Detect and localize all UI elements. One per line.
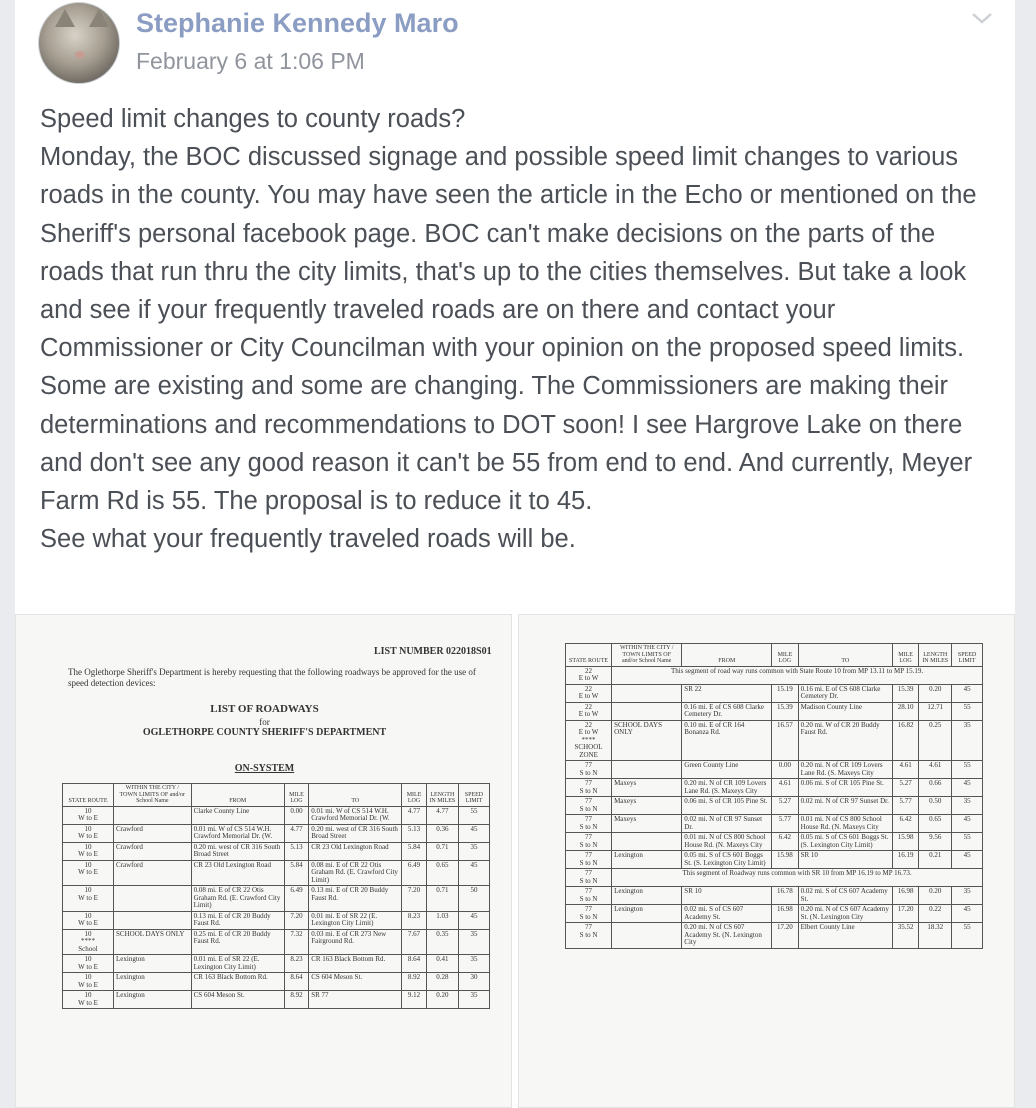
table-cell: 0.01 mi. N of CS 800 School House Rd. (N. Maxeys City xyxy=(798,815,892,833)
table-cell: 0.20 mi. west of CR 316 South Broad Street xyxy=(191,842,284,860)
doc-department: OGLETHORPE COUNTY SHERIFF'S DEPARTMENT xyxy=(142,727,387,738)
table-cell: 6.49 xyxy=(402,860,426,886)
table-row xyxy=(566,720,983,761)
table-cell: 22 E to W xyxy=(566,702,612,720)
table-cell xyxy=(612,833,682,851)
table-cell: 0.01 mi. W of CS 514 W.H. Crawford Memorial Dr. (W. xyxy=(309,806,402,824)
table-row xyxy=(63,806,490,824)
table-cell: 4.77 xyxy=(426,806,458,824)
table-cell: Madison County Line xyxy=(798,702,892,720)
table-cell: 10 W to E xyxy=(63,973,114,991)
table-cell: 0.10 mi. E of CR 164 Bonanza Rd. xyxy=(682,720,772,761)
table-cell: Maxeys xyxy=(612,815,682,833)
table-cell: 7.32 xyxy=(284,929,308,955)
table-row xyxy=(63,973,490,991)
table-cell: 15.98 xyxy=(772,851,798,869)
table-cell: 9.56 xyxy=(919,833,952,851)
table-cell: CS 604 Meson St. xyxy=(191,991,284,1009)
table-cell: 0.00 xyxy=(772,761,798,779)
table-cell: 7.67 xyxy=(402,929,426,955)
table-cell: 0.06 mi. S of CR 105 Pine St. xyxy=(798,779,892,797)
table-row xyxy=(566,905,983,923)
table-cell: 35 xyxy=(458,842,489,860)
table-cell: 15.19 xyxy=(772,684,798,702)
table-cell: 8.92 xyxy=(284,991,308,1009)
table-cell: 0.06 mi. S of CR 105 Pine St. xyxy=(682,797,772,815)
table-cell: Lexington xyxy=(612,905,682,923)
table-cell xyxy=(612,923,682,949)
table-cell: 0.28 xyxy=(426,973,458,991)
author-name[interactable]: Stephanie Kennedy Maro xyxy=(136,8,459,38)
table-cell: 8.64 xyxy=(402,955,426,973)
table-cell: 16.57 xyxy=(772,720,798,761)
table-cell: 55 xyxy=(952,702,983,720)
table-cell: 16.78 xyxy=(772,887,798,905)
table-cell: 0.35 xyxy=(426,929,458,955)
table-cell: CR 163 Black Bottom Rd. xyxy=(191,973,284,991)
post-timestamp[interactable]: February 6 at 1:06 PM xyxy=(136,48,365,74)
table-cell: SCHOOL DAYS ONLY xyxy=(612,720,682,761)
table-cell: 15.98 xyxy=(892,833,918,851)
table-header-cell: LENGTH IN MILES xyxy=(919,644,952,667)
table-cell: 0.20 xyxy=(426,991,458,1009)
table-row xyxy=(63,860,490,886)
table-header-cell: LENGTH IN MILES xyxy=(426,784,458,807)
table-cell: 16.98 xyxy=(892,887,918,905)
table-row xyxy=(63,824,490,842)
table-cell: 50 xyxy=(458,886,489,912)
table-cell: 0.65 xyxy=(919,815,952,833)
table-cell: 55 xyxy=(458,806,489,824)
table-cell: 18.32 xyxy=(919,923,952,949)
table-row xyxy=(566,851,983,869)
table-cell: Clarke County Line xyxy=(191,806,284,824)
roadway-table-right xyxy=(565,643,983,949)
table-cell: 0.25 mi. E of CR 20 Buddy Faust Rd. xyxy=(191,929,284,955)
table-cell: CR 163 Black Bottom Rd. xyxy=(309,955,402,973)
table-cell: 0.20 mi. N of CR 109 Lovers Lane Rd. (S. Maxeys City xyxy=(682,779,772,797)
table-cell: SR 77 xyxy=(309,991,402,1009)
table-cell: Crawford xyxy=(114,842,192,860)
roadway-table-left xyxy=(62,783,490,1009)
table-cell: 0.65 xyxy=(426,860,458,886)
table-cell: 5.84 xyxy=(402,842,426,860)
table-cell: 0.21 xyxy=(919,851,952,869)
table-cell: 0.05 mi. S of CS 601 Boggs St. (S. Lexington City Limit) xyxy=(682,851,772,869)
table-cell: 0.01 mi. E of SR 22 (E. Lexington City Limit) xyxy=(309,911,402,929)
table-cell: 0.20 mi. N of CS 607 Academy St. (N. Lexington City xyxy=(682,923,772,949)
table-header-cell: WITHIN THE CITY / TOWN LIMITS OF and/or School Name xyxy=(114,784,192,807)
table-cell: 45 xyxy=(458,911,489,929)
table-cell: 7.20 xyxy=(284,911,308,929)
table-cell: 10 W to E xyxy=(63,806,114,824)
table-note-cell: This segment of road way runs common with State Route 10 from MP 13.11 to MP 15.19. xyxy=(612,666,983,684)
table-cell: 77 S to N xyxy=(566,923,612,949)
table-header-cell: MILE LOG xyxy=(892,644,918,667)
table-header-cell: MILE LOG xyxy=(402,784,426,807)
table-cell: 4.61 xyxy=(772,779,798,797)
document-photo-right[interactable] xyxy=(518,614,1015,1108)
table-cell: 0.25 xyxy=(919,720,952,761)
post-text: Speed limit changes to county roads? Monday, the BOC discussed signage and possible speed limit changes to various roads in the county. You may have seen the article in the Echo or mentioned on the Sheriff's personal facebook page. BOC can't make decisions on the parts of the roads that run thru the city limits, that's up to the cities themselves. But take a look and see if your frequently traveled roads are on there and contact your Commissioner or City Councilman with your opinion on the proposed speed limits. Some are existing and some are changing. The Commissioners are making their determinations and recommendations to DOT soon! I see Hargrove Lake on there and don't see any good reason it can't be 55 from end to end. And currently, Meyer Farm Rd is 55. The proposal is to reduce it to 45. See what your frequently traveled roads will be. xyxy=(40,105,977,554)
list-number: LIST NUMBER 022018S01 xyxy=(374,646,492,657)
table-cell: 0.20 mi. N of CR 109 Lovers Lane Rd. (S. Maxeys City xyxy=(798,761,892,779)
table-cell: 8.92 xyxy=(402,973,426,991)
table-cell: 4.61 xyxy=(892,761,918,779)
table-cell: 0.20 mi. W of CR 20 Buddy Faust Rd. xyxy=(798,720,892,761)
table-cell: 35 xyxy=(952,797,983,815)
table-row xyxy=(566,761,983,779)
table-cell: 0.02 mi. S of CS 607 Academy St. xyxy=(798,887,892,905)
table-cell: 77 S to N xyxy=(566,761,612,779)
doc-title: LIST OF ROADWAYS xyxy=(210,703,319,715)
table-row xyxy=(566,815,983,833)
table-cell: 55 xyxy=(952,833,983,851)
table-cell: 45 xyxy=(458,824,489,842)
table-cell: 12.71 xyxy=(919,702,952,720)
table-cell: Maxeys xyxy=(612,797,682,815)
table-cell: 22 E to W **** SCHOOL ZONE xyxy=(566,720,612,761)
table-row xyxy=(63,929,490,955)
table-cell: 0.71 xyxy=(426,842,458,860)
table-row xyxy=(63,886,490,912)
table-header-cell: TO xyxy=(309,784,402,807)
table-header-cell: MILE LOG xyxy=(284,784,308,807)
table-cell: 77 S to N xyxy=(566,905,612,923)
table-cell: 77 S to N xyxy=(566,833,612,851)
table-header-cell: STATE ROUTE xyxy=(566,644,612,667)
table-row xyxy=(63,991,490,1009)
table-cell: CR 23 Old Lexington Road xyxy=(191,860,284,886)
table-cell: 77 S to N xyxy=(566,887,612,905)
table-cell: 5.27 xyxy=(892,779,918,797)
table-cell: 0.08 mi. E of CR 22 Otis Graham Rd. (E. Crawford City Limit) xyxy=(191,886,284,912)
table-cell: 22 E to W xyxy=(566,666,612,684)
table-header-cell: STATE ROUTE xyxy=(63,784,114,807)
table-cell: 0.02 mi. N of CR 97 Sunset Dr. xyxy=(682,815,772,833)
table-header-cell: MILE LOG xyxy=(772,644,798,667)
table-cell: 0.16 mi. E of CS 608 Clarke Cemetery Dr. xyxy=(682,702,772,720)
table-cell: 0.01 mi. N of CS 800 School House Rd. (N. Maxeys City xyxy=(682,833,772,851)
table-cell: Lexington xyxy=(114,973,192,991)
table-cell: CS 604 Meson St. xyxy=(309,973,402,991)
table-cell: Lexington xyxy=(612,851,682,869)
table-row xyxy=(566,797,983,815)
table-cell: 45 xyxy=(952,779,983,797)
table-cell: Green County Line xyxy=(682,761,772,779)
table-cell: 0.22 xyxy=(919,905,952,923)
document-photo-left[interactable] xyxy=(15,614,512,1108)
table-cell: 6.42 xyxy=(892,815,918,833)
table-cell: 0.13 mi. E of CR 20 Buddy Faust Rd. xyxy=(191,911,284,929)
table-cell: 35 xyxy=(952,720,983,761)
table-row xyxy=(566,923,983,949)
table-cell: 10 W to E xyxy=(63,860,114,886)
doc-intro: The Oglethorpe Sheriff's Department is hereby requesting that the following roadways be approved for the use of speed detection devices: xyxy=(68,667,476,688)
table-header-cell: FROM xyxy=(682,644,772,667)
table-cell: 16.98 xyxy=(772,905,798,923)
table-cell: 5.84 xyxy=(284,860,308,886)
table-cell xyxy=(612,702,682,720)
table-cell: 0.01 mi. E of SR 22 (E. Lexington City Limit) xyxy=(191,955,284,973)
table-note-cell: This segment of Roadway runs common with SR 10 from MP 16.19 to MP 16.73. xyxy=(612,869,983,887)
table-cell: 10 W to E xyxy=(63,842,114,860)
table-cell: 35.52 xyxy=(892,923,918,949)
table-cell: 4.77 xyxy=(284,824,308,842)
table-cell: 15.39 xyxy=(892,684,918,702)
table-row xyxy=(566,702,983,720)
table-cell: 77 S to N xyxy=(566,779,612,797)
table-cell: 5.77 xyxy=(772,815,798,833)
table-cell: 0.41 xyxy=(426,955,458,973)
table-cell: 35 xyxy=(458,991,489,1009)
table-row xyxy=(63,842,490,860)
table-cell: 0.20 xyxy=(919,887,952,905)
table-header-cell: WITHIN THE CITY / TOWN LIMITS OF and/or School Name xyxy=(612,644,682,667)
table-cell xyxy=(114,806,192,824)
author-avatar[interactable] xyxy=(38,2,120,84)
table-cell: 0.02 mi. S of CS 607 Academy St. xyxy=(682,905,772,923)
table-cell: Lexington xyxy=(114,955,192,973)
table-cell: SCHOOL DAYS ONLY xyxy=(114,929,192,955)
table-row xyxy=(63,955,490,973)
table-row xyxy=(63,911,490,929)
table-cell xyxy=(114,911,192,929)
table-cell: SR 10 xyxy=(682,887,772,905)
table-cell xyxy=(612,684,682,702)
table-cell: 0.66 xyxy=(919,779,952,797)
table-cell: 15.39 xyxy=(772,702,798,720)
table-cell: 17.20 xyxy=(892,905,918,923)
table-cell: 5.27 xyxy=(772,797,798,815)
table-cell: 0.05 mi. S of CS 601 Boggs St. (S. Lexington City Limit) xyxy=(798,833,892,851)
table-cell: 55 xyxy=(952,761,983,779)
table-cell: Lexington xyxy=(114,991,192,1009)
table-cell: 10 **** School xyxy=(63,929,114,955)
table-cell: SR 22 xyxy=(682,684,772,702)
table-row xyxy=(566,779,983,797)
table-cell: 45 xyxy=(458,860,489,886)
table-cell: 4.61 xyxy=(919,761,952,779)
table-row xyxy=(566,887,983,905)
table-cell: 77 S to N xyxy=(566,815,612,833)
table-cell: 17.20 xyxy=(772,923,798,949)
table-cell: 0.20 mi. N of CS 607 Academy St. (N. Lexington City xyxy=(798,905,892,923)
table-header-cell: FROM xyxy=(191,784,284,807)
table-cell: 22 E to W xyxy=(566,684,612,702)
table-cell: 5.13 xyxy=(402,824,426,842)
table-cell: 0.36 xyxy=(426,824,458,842)
table-cell: 10 W to E xyxy=(63,991,114,1009)
table-row xyxy=(566,666,983,684)
table-cell: 0.03 mi. E of CR 273 New Fairground Rd. xyxy=(309,929,402,955)
doc-section: ON-SYSTEM xyxy=(234,763,295,774)
table-cell: Lexington xyxy=(612,887,682,905)
table-cell: 45 xyxy=(952,815,983,833)
table-cell: Maxeys xyxy=(612,779,682,797)
table-cell: 0.13 mi. E of CR 20 Buddy Faust Rd. xyxy=(309,886,402,912)
table-cell: 1.03 xyxy=(426,911,458,929)
table-cell xyxy=(612,761,682,779)
table-row xyxy=(566,869,983,887)
table-cell: 55 xyxy=(952,923,983,949)
table-cell: 8.64 xyxy=(284,973,308,991)
table-cell: 5.13 xyxy=(284,842,308,860)
table-cell: 10 W to E xyxy=(63,886,114,912)
table-cell: Elbert County Line xyxy=(798,923,892,949)
table-cell: 16.19 xyxy=(892,851,918,869)
table-cell: 8.23 xyxy=(284,955,308,973)
table-cell: Crawford xyxy=(114,860,192,886)
table-cell: 0.50 xyxy=(919,797,952,815)
table-cell: 10 W to E xyxy=(63,911,114,929)
table-cell xyxy=(114,886,192,912)
table-header-cell: TO xyxy=(798,644,892,667)
table-cell: 35 xyxy=(458,955,489,973)
table-header-cell: SPEED LIMIT xyxy=(952,644,983,667)
table-cell: 45 xyxy=(952,905,983,923)
table-cell: 77 S to N xyxy=(566,869,612,887)
table-cell: Crawford xyxy=(114,824,192,842)
table-cell: 0.01 mi. W of CS 514 W.H. Crawford Memorial Dr. (W. xyxy=(191,824,284,842)
table-cell: CR 23 Old Lexington Road xyxy=(309,842,402,860)
table-cell: 8.23 xyxy=(402,911,426,929)
table-row xyxy=(566,684,983,702)
table-cell: 5.77 xyxy=(892,797,918,815)
table-cell: 0.71 xyxy=(426,886,458,912)
table-cell: 0.20 xyxy=(919,684,952,702)
chevron-down-icon[interactable] xyxy=(970,8,994,28)
table-cell: 35 xyxy=(458,929,489,955)
table-row xyxy=(566,833,983,851)
table-cell: 77 S to N xyxy=(566,851,612,869)
table-cell: 0.08 mi. E of CR 22 Otis Graham Rd. (E. Crawford City Limit) xyxy=(309,860,402,886)
table-cell: SR 10 xyxy=(798,851,892,869)
table-cell: 6.49 xyxy=(284,886,308,912)
table-cell: 30 xyxy=(458,973,489,991)
table-cell: 35 xyxy=(952,887,983,905)
table-cell: 77 S to N xyxy=(566,797,612,815)
table-header-cell: SPEED LIMIT xyxy=(458,784,489,807)
table-cell: 28.10 xyxy=(892,702,918,720)
table-cell: 0.02 mi. N of CR 97 Sunset Dr. xyxy=(798,797,892,815)
table-cell: 9.12 xyxy=(402,991,426,1009)
table-cell: 4.77 xyxy=(402,806,426,824)
table-cell: 16.82 xyxy=(892,720,918,761)
table-cell: 45 xyxy=(952,851,983,869)
table-cell: 0.00 xyxy=(284,806,308,824)
doc-for: for xyxy=(259,717,270,727)
table-cell: 10 W to E xyxy=(63,824,114,842)
table-cell: 10 W to E xyxy=(63,955,114,973)
table-cell: 6.42 xyxy=(772,833,798,851)
table-cell: 45 xyxy=(952,684,983,702)
table-cell: 0.20 mi. west of CR 316 South Broad Street xyxy=(309,824,402,842)
table-cell: 7.20 xyxy=(402,886,426,912)
table-cell: 0.16 mi. E of CS 608 Clarke Cemetery Dr. xyxy=(798,684,892,702)
